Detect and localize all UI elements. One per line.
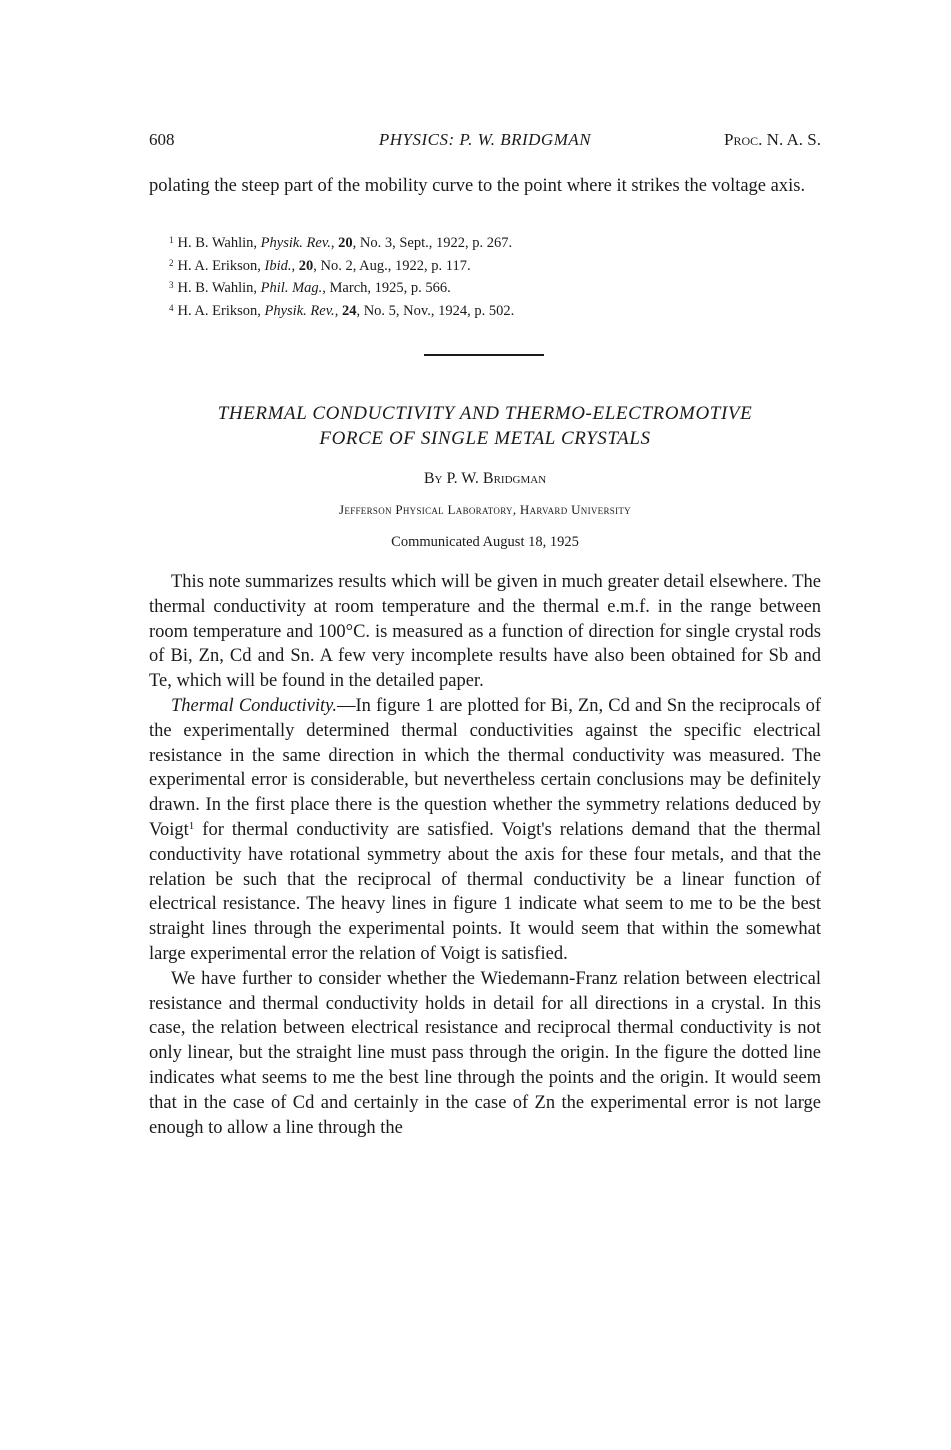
article-title <box>149 401 821 451</box>
affiliation: Jefferson Physical Laboratory, Harvard University <box>339 502 631 517</box>
communicated-date: Communicated August 18, 1925 <box>391 534 579 550</box>
section-divider <box>424 354 544 356</box>
footnote-reference: 1 <box>188 819 195 832</box>
footnote-number: 1 <box>169 235 174 245</box>
running-head <box>149 130 821 154</box>
footnotes <box>169 231 819 321</box>
continuation-paragraph: polating the steep part of the mobility curve to the point where it strikes the voltage axis. <box>149 176 806 196</box>
page-number: 608 <box>149 130 175 149</box>
footnote: $^3$ H. B. Wahlin, Phil. Mag., March, 1925, p. 566. <box>169 280 451 296</box>
footnote-number: 2 <box>169 257 174 268</box>
running-title: PHYSICS: P. W. BRIDGMAN <box>378 130 592 149</box>
paragraph: We have further to consider whether the Wiedemann-Franz relation between electrical resistance and thermal conductivity holds in detail for all directions in a crystal. In this case, the relation between electrical resistance and reciprocal thermal conductivity is not only linear, but the straight line must pass through the origin. In the figure the dotted line indicates what seems to me the best line through the points and the origin. It would seem that in the case of Cd and certainly in the case of Zn the experimental error is not large enough to allow a line through the <box>149 968 821 1138</box>
article-title-line: THERMAL CONDUCTIVITY AND THERMO-ELECTROMOTIVE <box>217 403 753 424</box>
footnote-number: 4 <box>169 302 174 313</box>
footnote: $^2$ H. A. Erikson, Ibid., 20, No. 2, Aug., 1922, p. 117. <box>169 257 471 274</box>
paragraph: Thermal Conductivity.—In figure 1 are plotted for Bi, Zn, Cd and Sn the reciprocals of the experimentally determined thermal conductivities against the specific electrical resistance in the same direction in which the thermal conductivity was measured. The experimental error is considerable, but nevertheless certain conclusions may be definitely drawn. In the first place there is the question whether the symmetry relations deduced by Voigt$^1$ for thermal conductivity are satisfied. Voigt's relations demand that the thermal conductivity have rotational symmetry about the axis for these four metals, and that the relation be such that the reciprocal of thermal conductivity be a linear function of electrical resistance. The heavy lines in figure 1 indicate what seem to me to be the best straight lines through the experimental points. It would seem that within the somewhat large experimental error the relation of Voigt is satisfied. <box>149 695 821 964</box>
footnote: $^1$ H. B. Wahlin, Physik. Rev., 20, No. 3, Sept., 1922, p. 267. <box>169 235 513 251</box>
section-heading: Thermal Conductivity. <box>171 695 337 716</box>
footnote-number: 3 <box>169 280 174 290</box>
article-body <box>149 570 821 1140</box>
byline: By P. W. Bridgman <box>423 470 547 487</box>
footnote: $^4$ H. A. Erikson, Physik. Rev., 24, No. 5, Nov., 1924, p. 502. <box>169 302 515 319</box>
article-title-line: FORCE OF SINGLE METAL CRYSTALS <box>319 428 651 449</box>
journal-name: Proc. N. A. S. <box>724 130 821 149</box>
paragraph: This note summarizes results which will be given in much greater detail elsewhere. The thermal conductivity at room temperature and the thermal e.m.f. in the range between room temperature and 100°C. is measured as a function of direction for single crystal rods of Bi, Zn, Cd and Sn. A few very incomplete results have also been obtained for Sb and Te, which will be found in the detailed paper. <box>149 572 821 692</box>
